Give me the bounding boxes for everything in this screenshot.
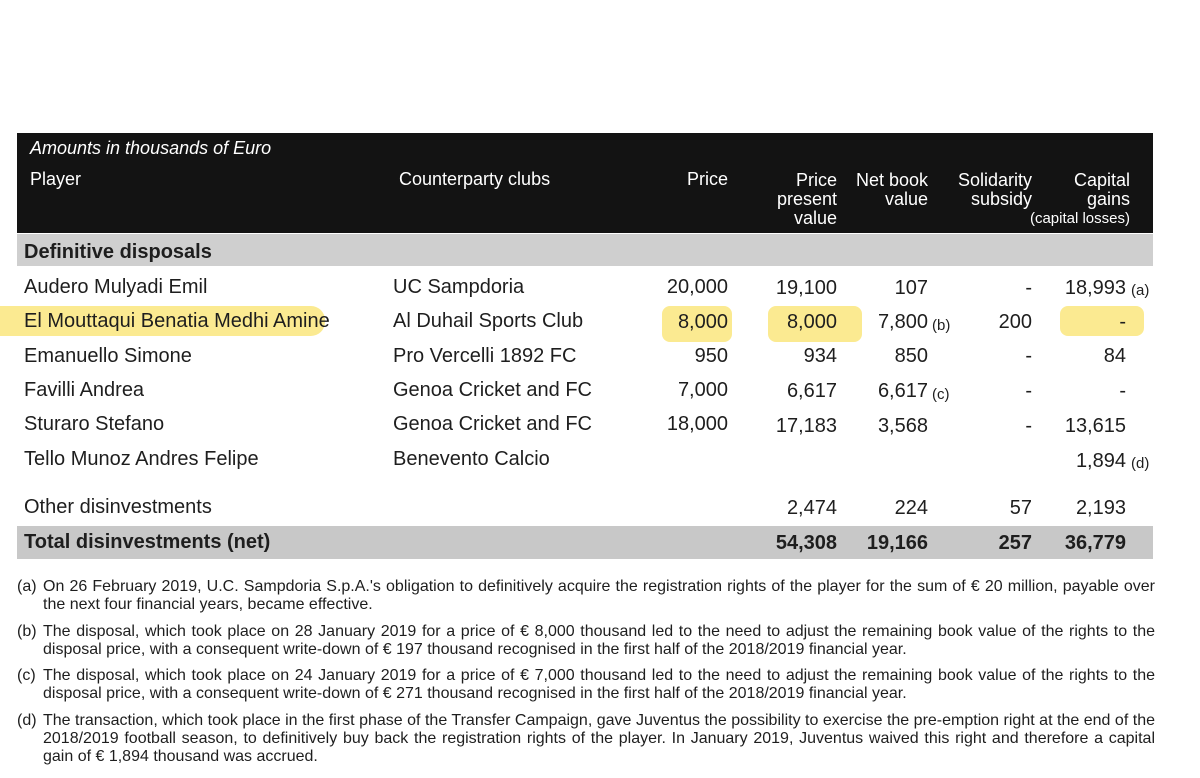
row-solidarity: - [1025,415,1032,437]
row-player: El Mouttaqui Benatia Medhi Amine [24,310,330,332]
row-gains: - [1119,380,1126,402]
row-player: Favilli Andrea [24,379,145,401]
row-nbv: 107 [894,277,928,299]
row-pv: 17,183 [775,415,837,437]
row-gains: - [1119,311,1126,333]
footnote-label: (a) [17,578,37,595]
row-nbv: 850 [894,345,928,367]
row-nbv: 7,800 [877,311,928,333]
row-nbv-note: (c) [932,386,950,403]
total-gains: 36,779 [1064,532,1126,554]
row-solidarity: - [1025,380,1032,402]
row-price: 20,000 [666,276,728,298]
row-club: Genoa Cricket and FC [393,413,592,435]
row-pv: 934 [803,345,837,367]
row-pv: 6,617 [786,380,837,402]
row-price: 7,000 [677,379,728,401]
footnote-label: (c) [17,667,36,684]
row-player: Emanuello Simone [24,345,192,367]
row-pv: 8,000 [786,311,837,333]
other-gains: 2,193 [1075,497,1126,519]
row-nbv-note: (b) [932,317,951,334]
row-solidarity: - [1025,345,1032,367]
row-nbv: 6,617 [877,380,928,402]
header-nbv-2: value [884,189,928,209]
header-gains-2: gains [1086,189,1130,209]
row-pv: 19,100 [775,277,837,299]
row-price: 8,000 [677,311,728,333]
header-price: Price [686,169,728,189]
header-capital-losses: (capital losses) [1029,210,1130,227]
header-nbv-1: Net book [855,170,928,190]
row-club: Benevento Calcio [393,448,550,470]
row-club: Pro Vercelli 1892 FC [393,345,577,367]
total-solidarity: 257 [998,532,1032,554]
header-counterparty: Counterparty clubs [399,169,551,189]
row-nbv: 3,568 [877,415,928,437]
header-price-pv-2: present [776,189,837,209]
footnote-label: (b) [17,623,37,640]
other-pv: 2,474 [786,497,837,519]
header-gains-1: Capital [1073,170,1130,190]
other-nbv: 224 [894,497,928,519]
row-club: Al Duhail Sports Club [393,310,584,332]
row-club: Genoa Cricket and FC [393,379,592,401]
row-price: 18,000 [666,413,728,435]
other-solidarity: 57 [1009,497,1032,519]
other-label: Other disinvestments [24,496,212,518]
row-solidarity: - [1025,277,1032,299]
row-gains: 13,615 [1064,415,1126,437]
row-gains: 1,894 [1075,450,1126,472]
footnote-text: The disposal, which took place on 28 January 2019 for a price of € 8,000 thousand led to the need to adjust the remaining book value of the rights to the disposal price, with a consequent write-down of € 197 thousand recognised in the first half of the 2018/2019 financial year. [43,623,1155,658]
row-gains: 84 [1103,345,1126,367]
section-title: Definitive disposals [24,241,212,263]
footnote-text: The transaction, which took place in the first phase of the Transfer Campaign, gave Juventus the possibility to exercise the pre-emption right at the end of the 2018/2019 football season, to definitively buy back the registration rights of the player. In January 2019, Juventus waived this right and therefore a capital gain of € 1,894 thousand was accrued. [43,712,1155,765]
row-player: Sturaro Stefano [24,413,165,435]
row-player: Audero Mulyadi Emil [24,276,208,298]
total-nbv: 19,166 [866,532,928,554]
row-club: UC Sampdoria [393,276,525,298]
row-player: Tello Munoz Andres Felipe [24,448,259,470]
row-gains: 18,993 [1064,277,1126,299]
row-gains-note: (a) [1131,282,1150,299]
row-solidarity: 200 [998,311,1032,333]
header-price-pv-1: Price [795,170,837,190]
header-solidarity-2: subsidy [970,189,1032,209]
header-player: Player [30,169,82,189]
footnote-text: The disposal, which took place on 24 January 2019 for a price of € 7,000 thousand led to the need to adjust the remaining book value of the rights to the disposal price, with a consequent write-down of € 271 thousand recognised in the first half of the 2018/2019 financial year. [43,667,1155,702]
header-price-pv-3: value [793,208,837,228]
total-pv: 54,308 [775,532,837,554]
row-gains-note: (d) [1131,455,1150,472]
footnote-text: On 26 February 2019, U.C. Sampdoria S.p.A.'s obligation to definitively acquire the registration rights of the player for the sum of € 20 million, payable over the next four financial years, became effective. [43,578,1155,613]
amounts-note: Amounts in thousands of Euro [30,138,272,158]
total-label: Total disinvestments (net) [24,531,271,553]
footnote-label: (d) [17,712,37,729]
row-price: 950 [694,345,728,367]
header-solidarity-1: Solidarity [957,170,1032,190]
